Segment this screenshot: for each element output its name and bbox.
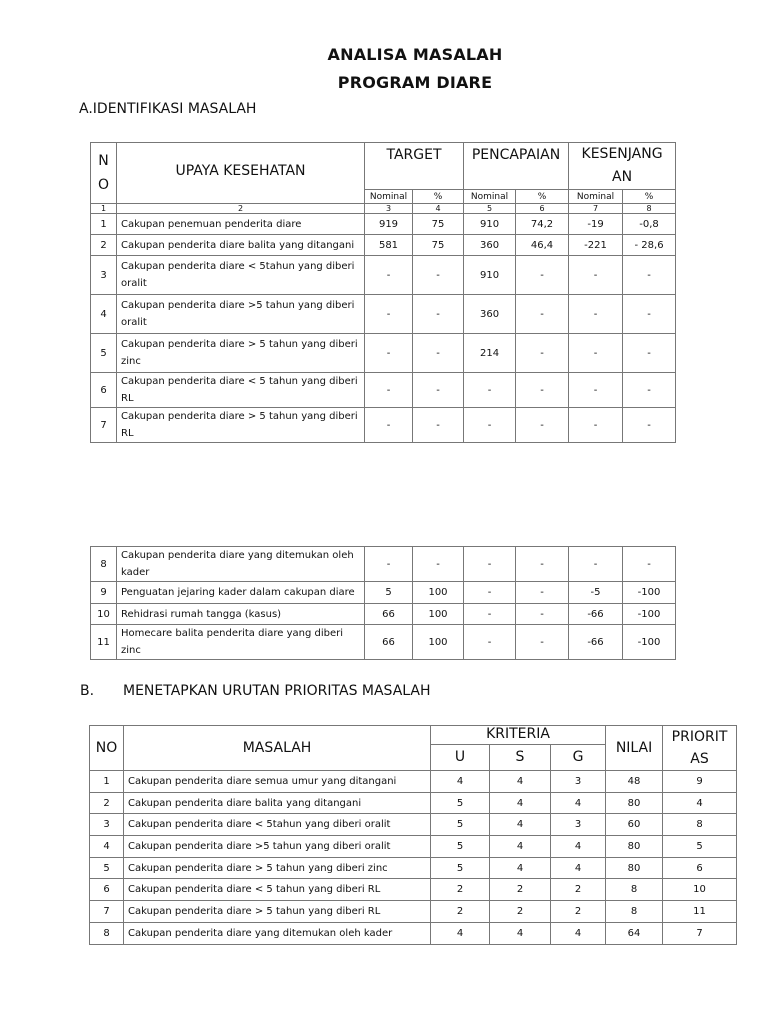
cell-value: -	[569, 256, 623, 295]
cell-prio: 9	[663, 771, 737, 793]
cell-value: -5	[569, 582, 623, 604]
cell-g: 4	[551, 923, 606, 945]
cell-value: -	[365, 408, 413, 443]
sub-header: %	[623, 190, 676, 204]
cell-s: 4	[490, 923, 551, 945]
cell-no: 7	[90, 901, 124, 923]
cell-desc: Cakupan penderita diare semua umur yang ditangani	[124, 771, 431, 793]
header-g: G	[551, 744, 606, 770]
table-row	[91, 604, 676, 625]
cell-no: 2	[90, 793, 124, 814]
cell-value: -	[365, 334, 413, 373]
cell-value: 75	[413, 235, 464, 256]
cell-value: 100	[413, 604, 464, 625]
cell-s: 4	[490, 858, 551, 879]
cell-no: 2	[91, 235, 117, 256]
cell-desc: Cakupan penderita diare yang ditemukan oleh kader	[124, 923, 431, 945]
cell-g: 3	[551, 771, 606, 793]
cell-value: -	[413, 334, 464, 373]
cell-value: -221	[569, 235, 623, 256]
cell-g: 4	[551, 858, 606, 879]
cell-value: -	[413, 295, 464, 334]
cell-nilai: 80	[606, 836, 663, 858]
cell-desc: Cakupan penderita diare >5 tahun yang diberi oralit	[124, 836, 431, 858]
cell-s: 2	[490, 901, 551, 923]
cell-value: 74,2	[516, 214, 569, 235]
cell-nilai: 8	[606, 879, 663, 901]
table-identifikasi	[90, 142, 676, 443]
header-masalah: MASALAH	[124, 726, 431, 771]
sub-header: %	[516, 190, 569, 204]
cell-s: 4	[490, 771, 551, 793]
cell-u: 5	[431, 836, 490, 858]
cell-value: -66	[569, 625, 623, 660]
cell-desc: Cakupan penderita diare > 5 tahun yang diberi RL	[117, 408, 365, 443]
cell-desc: Cakupan penderita diare > 5 tahun yang diberi zinc	[124, 858, 431, 879]
cell-nilai: 80	[606, 793, 663, 814]
cell-value: -	[464, 373, 516, 408]
sub-header: Nominal	[569, 190, 623, 204]
table-row	[91, 625, 676, 660]
column-number: 6	[516, 204, 569, 214]
cell-u: 5	[431, 814, 490, 836]
table-identifikasi-continued	[90, 546, 676, 660]
cell-value: 100	[413, 582, 464, 604]
cell-value: 214	[464, 334, 516, 373]
column-number: 4	[413, 204, 464, 214]
cell-value: -	[365, 373, 413, 408]
cell-desc: Penguatan jejaring kader dalam cakupan diare	[117, 582, 365, 604]
cell-g: 2	[551, 901, 606, 923]
cell-value: -	[569, 408, 623, 443]
cell-value: -	[569, 373, 623, 408]
cell-no: 1	[91, 214, 117, 235]
cell-no: 5	[91, 334, 117, 373]
cell-u: 4	[431, 923, 490, 945]
table-row	[90, 858, 737, 879]
table-row	[90, 836, 737, 858]
table-row	[91, 235, 676, 256]
table-row	[90, 814, 737, 836]
table-prioritas	[89, 725, 737, 945]
header-kriteria: KRITERIA	[431, 726, 606, 745]
cell-nilai: 60	[606, 814, 663, 836]
table-row	[91, 295, 676, 334]
cell-s: 4	[490, 836, 551, 858]
cell-value: 66	[365, 604, 413, 625]
cell-value: 581	[365, 235, 413, 256]
cell-value: 360	[464, 295, 516, 334]
cell-value: -100	[623, 604, 676, 625]
cell-nilai: 80	[606, 858, 663, 879]
cell-u: 5	[431, 793, 490, 814]
column-number: 8	[623, 204, 676, 214]
cell-value: -	[413, 547, 464, 582]
cell-no: 4	[91, 295, 117, 334]
cell-value: -	[516, 604, 569, 625]
cell-value: -	[464, 408, 516, 443]
table-row	[91, 408, 676, 443]
cell-nilai: 64	[606, 923, 663, 945]
cell-s: 4	[490, 814, 551, 836]
cell-value: -	[569, 334, 623, 373]
table-row	[91, 373, 676, 408]
cell-desc: Homecare balita penderita diare yang diberi zinc	[117, 625, 365, 660]
cell-no: 5	[90, 858, 124, 879]
column-number: 3	[365, 204, 413, 214]
cell-value: 100	[413, 625, 464, 660]
cell-value: -	[516, 625, 569, 660]
cell-prio: 11	[663, 901, 737, 923]
cell-value: 66	[365, 625, 413, 660]
header-upaya: UPAYA KESEHATAN	[117, 143, 365, 204]
cell-desc: Cakupan penderita diare >5 tahun yang diberi oralit	[117, 295, 365, 334]
cell-no: 3	[90, 814, 124, 836]
cell-value: -	[365, 295, 413, 334]
cell-desc: Cakupan penderita diare < 5tahun yang diberi oralit	[124, 814, 431, 836]
cell-prio: 7	[663, 923, 737, 945]
cell-prio: 10	[663, 879, 737, 901]
cell-no: 1	[90, 771, 124, 793]
table-row	[91, 547, 676, 582]
cell-value: -	[365, 547, 413, 582]
table-row	[90, 771, 737, 793]
cell-value: -	[413, 256, 464, 295]
cell-value: -	[464, 547, 516, 582]
cell-g: 2	[551, 879, 606, 901]
table-row	[91, 214, 676, 235]
cell-value: 5	[365, 582, 413, 604]
header-nilai: NILAI	[606, 726, 663, 771]
cell-value: -	[516, 408, 569, 443]
header-no: N O	[91, 143, 117, 204]
cell-value: -	[464, 604, 516, 625]
cell-desc: Cakupan penderita diare < 5tahun yang diberi oralit	[117, 256, 365, 295]
table-row	[90, 923, 737, 945]
cell-prio: 4	[663, 793, 737, 814]
cell-value: -	[516, 373, 569, 408]
table-row	[91, 256, 676, 295]
cell-no: 8	[91, 547, 117, 582]
cell-value: -	[516, 295, 569, 334]
cell-value: -0,8	[623, 214, 676, 235]
sub-header: Nominal	[365, 190, 413, 204]
section-a-heading: A.IDENTIFIKASI MASALAH	[79, 101, 257, 117]
cell-value: 75	[413, 214, 464, 235]
sub-header: Nominal	[464, 190, 516, 204]
header-s: S	[490, 744, 551, 770]
cell-desc: Cakupan penderita diare balita yang ditangani	[117, 235, 365, 256]
cell-value: -	[623, 334, 676, 373]
header-pencapaian: PENCAPAIAN	[464, 143, 569, 190]
cell-no: 11	[91, 625, 117, 660]
cell-value: -	[516, 547, 569, 582]
cell-no: 8	[90, 923, 124, 945]
cell-desc: Rehidrasi rumah tangga (kasus)	[117, 604, 365, 625]
table-row	[90, 879, 737, 901]
cell-value: -	[623, 256, 676, 295]
cell-value: -	[464, 582, 516, 604]
cell-value: -100	[623, 625, 676, 660]
cell-value: -	[413, 408, 464, 443]
cell-u: 2	[431, 879, 490, 901]
cell-g: 3	[551, 814, 606, 836]
column-number: 2	[117, 204, 365, 214]
cell-prio: 8	[663, 814, 737, 836]
cell-value: -	[365, 256, 413, 295]
header-prioritas: PRIORIT AS	[663, 726, 737, 771]
cell-no: 7	[91, 408, 117, 443]
cell-value: 919	[365, 214, 413, 235]
column-number: 5	[464, 204, 516, 214]
header-kesenjangan: KESENJANG AN	[569, 143, 676, 190]
cell-value: 360	[464, 235, 516, 256]
cell-prio: 5	[663, 836, 737, 858]
cell-s: 2	[490, 879, 551, 901]
cell-no: 6	[90, 879, 124, 901]
cell-desc: Cakupan penderita diare > 5 tahun yang diberi zinc	[117, 334, 365, 373]
header-target: TARGET	[365, 143, 464, 190]
column-number: 1	[91, 204, 117, 214]
cell-desc: Cakupan penemuan penderita diare	[117, 214, 365, 235]
cell-value: -	[623, 547, 676, 582]
cell-value: -100	[623, 582, 676, 604]
cell-no: 4	[90, 836, 124, 858]
cell-nilai: 48	[606, 771, 663, 793]
sub-header: %	[413, 190, 464, 204]
table-row	[91, 334, 676, 373]
cell-desc: Cakupan penderita diare balita yang ditangani	[124, 793, 431, 814]
cell-prio: 6	[663, 858, 737, 879]
table-row	[90, 901, 737, 923]
cell-value: -	[569, 295, 623, 334]
cell-value: -	[569, 547, 623, 582]
cell-value: 46,4	[516, 235, 569, 256]
cell-value: -	[623, 373, 676, 408]
cell-desc: Cakupan penderita diare < 5 tahun yang diberi RL	[117, 373, 365, 408]
cell-nilai: 8	[606, 901, 663, 923]
section-b-heading: MENETAPKAN URUTAN PRIORITAS MASALAH	[123, 683, 431, 699]
doc-title: ANALISA MASALAH	[327, 45, 503, 64]
cell-no: 9	[91, 582, 117, 604]
doc-subtitle: PROGRAM DIARE	[337, 73, 493, 92]
cell-value: -19	[569, 214, 623, 235]
section-b-letter: B.	[80, 683, 95, 699]
cell-value: -	[623, 408, 676, 443]
cell-u: 4	[431, 771, 490, 793]
cell-value: -66	[569, 604, 623, 625]
cell-u: 2	[431, 901, 490, 923]
cell-desc: Cakupan penderita diare < 5 tahun yang diberi RL	[124, 879, 431, 901]
cell-no: 3	[91, 256, 117, 295]
cell-g: 4	[551, 793, 606, 814]
cell-value: 910	[464, 256, 516, 295]
header-u: U	[431, 744, 490, 770]
cell-value: 910	[464, 214, 516, 235]
cell-g: 4	[551, 836, 606, 858]
cell-u: 5	[431, 858, 490, 879]
cell-no: 10	[91, 604, 117, 625]
cell-value: -	[464, 625, 516, 660]
cell-value: - 28,6	[623, 235, 676, 256]
cell-desc: Cakupan penderita diare > 5 tahun yang diberi RL	[124, 901, 431, 923]
cell-no: 6	[91, 373, 117, 408]
cell-value: -	[516, 256, 569, 295]
cell-value: -	[516, 334, 569, 373]
column-number: 7	[569, 204, 623, 214]
cell-value: -	[516, 582, 569, 604]
cell-s: 4	[490, 793, 551, 814]
header-no: NO	[90, 726, 124, 771]
cell-value: -	[623, 295, 676, 334]
cell-value: -	[413, 373, 464, 408]
table-row	[90, 793, 737, 814]
table-row	[91, 582, 676, 604]
cell-desc: Cakupan penderita diare yang ditemukan oleh kader	[117, 547, 365, 582]
